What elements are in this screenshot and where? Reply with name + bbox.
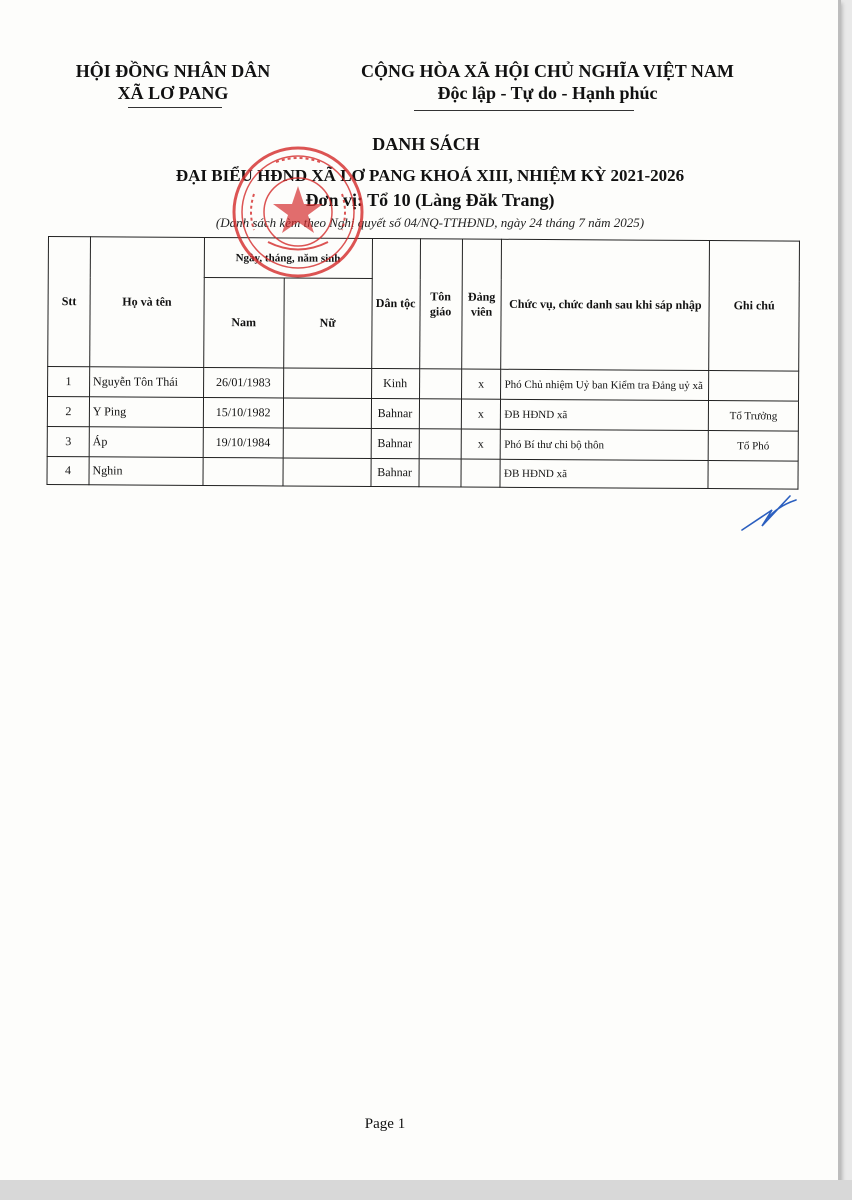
doc-title: DANH SÁCH — [372, 134, 480, 154]
cell-note — [709, 371, 799, 402]
cell-note: Tổ Phó — [708, 431, 798, 462]
col-female: Nữ — [283, 278, 371, 369]
cell-ethnicity: Bahnar — [371, 458, 419, 486]
cell-note — [708, 461, 798, 490]
table-row — [47, 397, 798, 432]
header-row — [48, 237, 799, 282]
official-stamp — [228, 142, 368, 282]
cell-ethnicity: Bahnar — [371, 398, 419, 428]
motto: Độc lập - Tự do - Hạnh phúc — [437, 83, 658, 103]
delegate-table — [46, 236, 800, 490]
table-row — [47, 456, 798, 489]
cell-male: 15/10/1982 — [203, 397, 283, 427]
cell-stt: 1 — [48, 367, 90, 397]
issuer-underline — [128, 107, 222, 108]
cell-name: Y Ping — [89, 397, 203, 428]
col-religion: Tôn giáo — [419, 239, 462, 369]
doc-heading: ĐẠI BIỂU HĐND XÃ LƠ PANG KHOÁ XIII, NHIỆM KỲ 2021-2026 — [175, 166, 685, 185]
page-number: Page 1 — [364, 1116, 406, 1132]
issuer-line1: HỘI ĐỒNG NHÂN DÂN — [75, 61, 271, 81]
cell-ethnicity: Kinh — [371, 368, 419, 398]
col-position: Chức vụ, chức danh sau khi sáp nhập — [501, 239, 709, 370]
col-name: Họ và tên — [90, 237, 205, 368]
scan-edge-bottom — [0, 1180, 852, 1200]
cell-female — [283, 398, 371, 429]
cell-name: Áp — [89, 427, 203, 458]
doc-unit: Đơn vị: Tổ 10 (Làng Đăk Trang) — [305, 190, 555, 210]
cell-note: Tổ Trưởng — [708, 401, 798, 432]
cell-female — [283, 428, 371, 459]
col-dob-group: Ngày, tháng, năm sinh — [204, 237, 372, 278]
col-party: Đảng viên — [461, 239, 502, 369]
cell-position: Phó Chủ nhiệm Uỷ ban Kiểm tra Đảng uỷ xã — [501, 369, 709, 400]
country-name: CỘNG HÒA XÃ HỘI CHỦ NGHĨA VIỆT NAM — [361, 61, 734, 81]
motto-underline — [414, 110, 634, 111]
issuer-line2: XÃ LƠ PANG — [117, 83, 229, 103]
cell-position: ĐB HĐND xã — [500, 459, 708, 488]
cell-party: x — [461, 429, 501, 459]
cell-name: Nghin — [89, 457, 203, 486]
cell-male: 19/10/1984 — [203, 427, 283, 457]
cell-position: ĐB HĐND xã — [501, 399, 709, 430]
cell-stt: 3 — [47, 426, 89, 456]
col-stt: Stt — [48, 237, 91, 367]
scan-edge-right — [838, 0, 841, 1190]
cell-religion — [419, 459, 461, 487]
cell-female — [283, 368, 371, 399]
national-motto-block — [330, 60, 765, 104]
signature — [738, 488, 800, 536]
table-row — [48, 367, 799, 402]
col-note: Ghi chú — [709, 241, 800, 372]
cell-male — [203, 457, 283, 485]
cell-male: 26/01/1983 — [203, 367, 283, 397]
cell-female — [283, 458, 371, 487]
cell-religion — [419, 369, 461, 399]
col-male: Nam — [203, 277, 284, 367]
cell-party: x — [461, 399, 501, 429]
cell-party — [460, 459, 500, 487]
cell-religion — [419, 429, 461, 459]
cell-position: Phó Bí thư chi bộ thôn — [501, 429, 709, 460]
cell-ethnicity: Bahnar — [371, 428, 419, 458]
cell-name: Nguyễn Tôn Thái — [89, 367, 203, 398]
col-ethnicity: Dân tộc — [371, 238, 420, 368]
table-row — [47, 426, 798, 461]
cell-religion — [419, 399, 461, 429]
cell-stt: 4 — [47, 456, 89, 484]
doc-subtitle: (Danh sách kèm theo Nghị quyết số 04/NQ-TTHĐND, ngày 24 tháng 7 năm 2025) — [215, 215, 645, 230]
issuer-block — [58, 60, 288, 104]
cell-stt: 2 — [47, 397, 89, 427]
cell-party: x — [461, 369, 501, 399]
